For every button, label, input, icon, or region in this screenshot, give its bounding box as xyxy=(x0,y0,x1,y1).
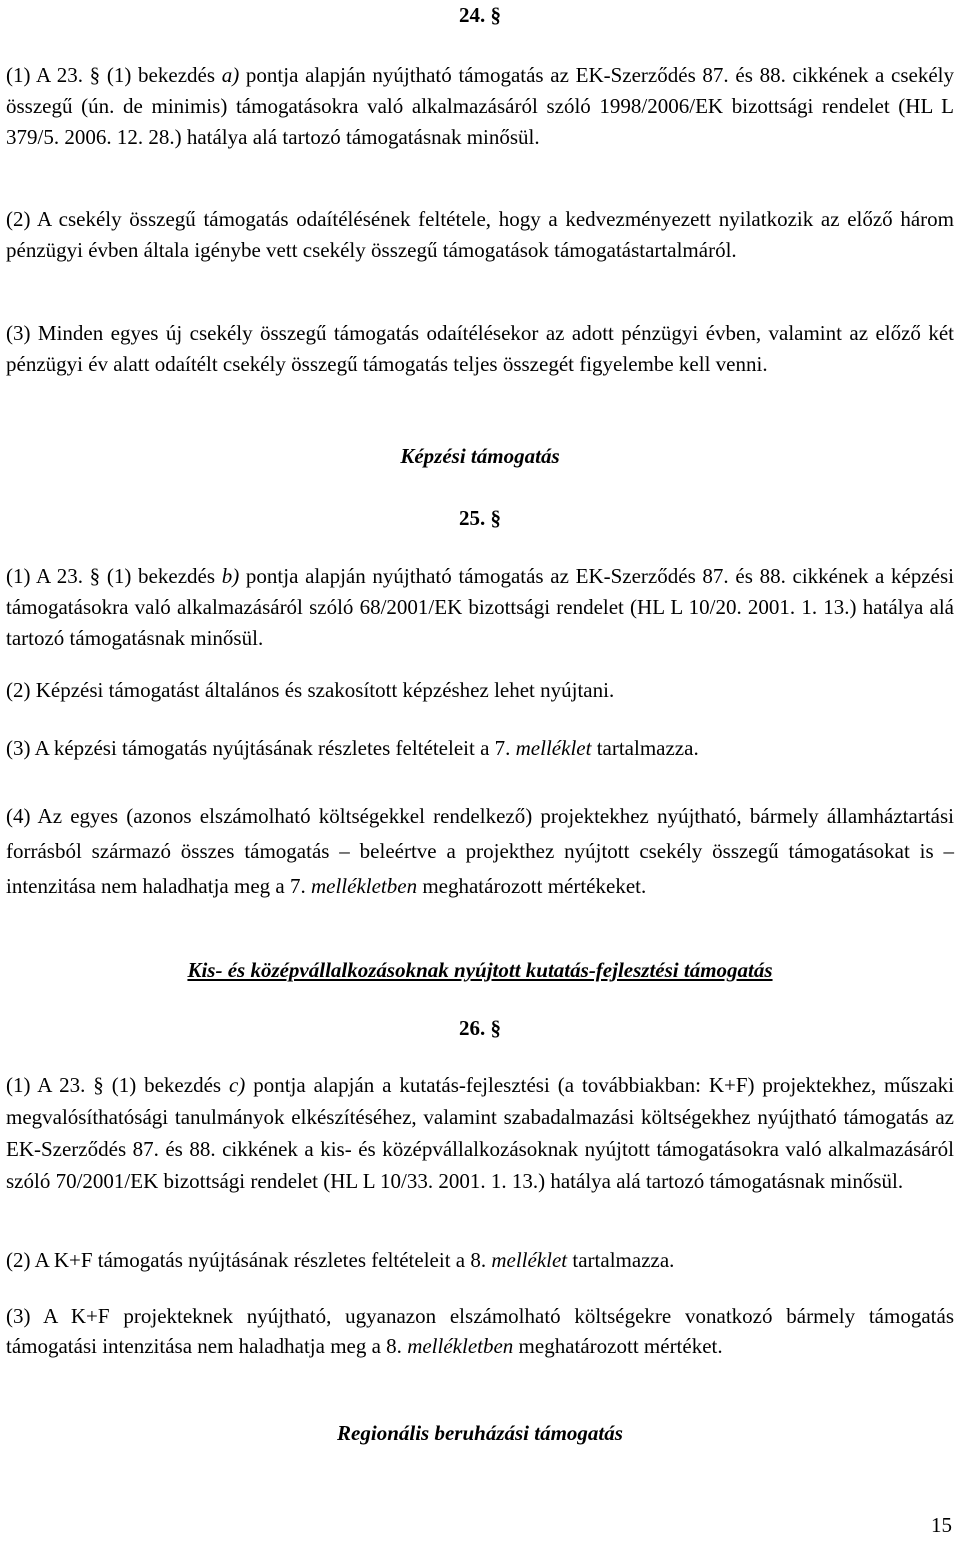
title-kepzesi-tamogatas: Képzési támogatás xyxy=(400,444,560,468)
section-24-paragraph-2: (2) A csekély összegű támogatás odaítélésének feltétele, hogy a kedvezményezett nyilatkozik az előző három pénzügyi évben általa igénybe vett csekély összegű támogatások támogatástartalmáról. xyxy=(6,207,954,262)
section-26-heading: 26. § xyxy=(459,1016,501,1040)
section-26-paragraph-2: (2) A K+F támogatás nyújtásának részletes feltételeit a 8. melléklet tartalmazza. xyxy=(6,1248,675,1272)
title-regionalis-beruhazasi-tamogatas: Regionális beruházási támogatás xyxy=(337,1421,623,1445)
section-25-paragraph-4: (4) Az egyes (azonos elszámolható költségekkel rendelkező) projektekhez nyújtható, bármely államháztartási forrásból származó összes támogatás – beleértve a projekthez nyújtott csekély összegű támogatásokat is – intenzitása nem haladhatja meg a 7. mellékletben meghatározott mértékeket. xyxy=(6,804,954,898)
section-26-paragraph-1: (1) A 23. § (1) bekezdés c) pontja alapján a kutatás-fejlesztési (a továbbiakban: K+F) projektekhez, műszaki megvalósíthatósági tanulmányok elkészítéséhez, valamint szabadalmazási költségekhez nyújtható támogatás az EK-Szerződés 87. és 88. cikkének a kis- és középvállalkozásoknak nyújtott támogatásokra való alkalmazásáról szóló 70/2001/EK bizottsági rendelet (HL L 10/33. 2001. 1. 13.) hatálya alá tartozó támogatásnak minősül. xyxy=(6,1073,954,1193)
section-25-heading: 25. § xyxy=(459,506,501,530)
section-25-paragraph-1: (1) A 23. § (1) bekezdés b) pontja alapján nyújtható támogatás az EK-Szerződés 87. és 88. cikkének a képzési támogatásokra való alkalmazásáról szóló 68/2001/EK bizottsági rendelet (HL L 10/20. 2001. 1. 13.) hatálya alá tartozó támogatásnak minősül. xyxy=(6,564,955,650)
section-25-paragraph-3: (3) A képzési támogatás nyújtásának részletes feltételeit a 7. melléklet tartalmazza. xyxy=(6,736,699,760)
section-24-paragraph-3: (3) Minden egyes új csekély összegű támogatás odaítélésekor az adott pénzügyi évben, valamint az előző két pénzügyi év alatt odaítélt csekély összegű támogatás teljes összegét figyelembe kell venni. xyxy=(6,321,954,376)
page-number: 15 xyxy=(931,1513,952,1537)
section-24-paragraph-1: (1) A 23. § (1) bekezdés a) pontja alapján nyújtható támogatás az EK-Szerződés 87. és 88. cikkének a csekély összegű (ún. de minimis) támogatásokra való alkalmazásáról szóló 1998/2006/EK bizottsági rendelet (HL L 379/5. 2006. 12. 28.) hatálya alá tartozó támogatásnak minősül. xyxy=(6,63,955,149)
section-26-paragraph-3: (3) A K+F projekteknek nyújtható, ugyanazon elszámolható költségekre vonatkozó bármely támogatás támogatási intenzitása nem haladhatja meg a 8. mellékletben meghatározott mértéket. xyxy=(6,1304,954,1358)
title-kkv-kf-tamogatas: Kis- és középvállalkozásoknak nyújtott kutatás-fejlesztési támogatás xyxy=(187,958,773,982)
section-24-heading: 24. § xyxy=(459,3,501,27)
section-25-paragraph-2: (2) Képzési támogatást általános és szakosított képzéshez lehet nyújtani. xyxy=(6,678,615,702)
